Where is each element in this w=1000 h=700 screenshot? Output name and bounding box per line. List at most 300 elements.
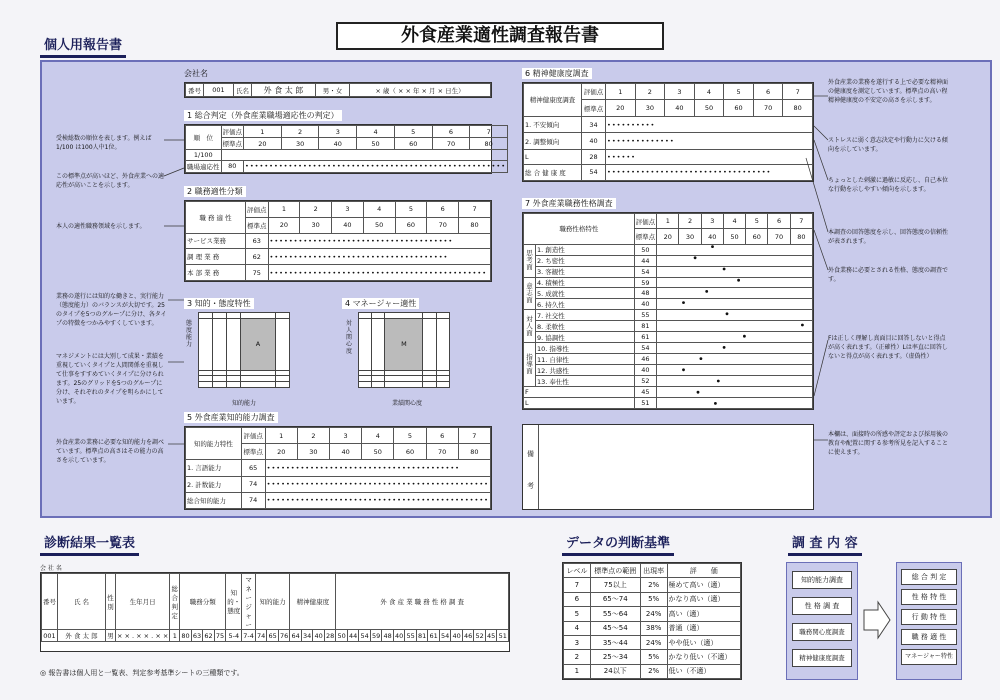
criteria-cell: 5% <box>640 592 667 606</box>
trait-value: 45 <box>634 387 657 398</box>
level-4: 4 <box>363 202 395 218</box>
score-40: 40 <box>665 100 695 116</box>
health-l-value: 28 <box>582 149 606 164</box>
score-60: 60 <box>394 138 432 150</box>
survey-out-manager: マネージャー特性 <box>901 649 957 665</box>
trait-label: 2. ち密性 <box>536 255 635 266</box>
total-health-label: 総 合 健 康 度 <box>524 164 582 180</box>
level-2: 2 <box>297 428 329 444</box>
trait-dot <box>737 279 740 282</box>
level-label: 評価点 <box>246 202 269 218</box>
level-4: 4 <box>357 126 395 138</box>
note-anxiety: ストレスに弱く意志決定や行動力に欠ける傾向を示しています。 <box>828 137 948 153</box>
summary-cell: 54 <box>360 631 369 640</box>
hq-value: 75 <box>246 265 269 281</box>
trait-dot <box>700 357 703 360</box>
level-6: 6 <box>753 84 783 100</box>
criteria-cell: 35〜44 <box>590 635 640 649</box>
summary-cell: 45 <box>487 631 496 640</box>
company-label: 会社名 <box>184 69 208 78</box>
summary-cell: 65 <box>268 631 277 640</box>
col-character: 外 食 産 業 職 務 性 格 調 査 <box>336 574 509 630</box>
trait-dot <box>723 268 726 271</box>
score-label: 標準点 <box>241 444 265 460</box>
trait-dot <box>711 245 714 248</box>
score-80: 80 <box>790 229 812 244</box>
col-total: 総合判定 <box>170 574 180 630</box>
score-40: 40 <box>330 444 362 460</box>
summary-cell: 63 <box>192 631 202 640</box>
note-health: 外食産業の業務を遂行する上で必要な精神面の健康度を測定しています。標準点の高い程精神健康度の不安定の高さを示します。 <box>828 79 949 104</box>
trait-dot <box>682 301 685 304</box>
level-2: 2 <box>679 214 701 229</box>
name-value: 外 食 太 郎 <box>252 84 316 97</box>
section-5-table <box>184 426 492 510</box>
section-5-title: 5 外食産業知的能力調査 <box>184 412 278 423</box>
note-intellect: 外食産業の業務に必要な知的能力を調べています。標準点の高さはその能力の高さを示しています。 <box>56 439 165 464</box>
adjust-label: 2. 調整傾向 <box>524 133 582 149</box>
section-6-table <box>522 82 814 182</box>
criteria-cell: 2% <box>640 578 667 592</box>
note-manager: マネジメントには大別して成果・業績を重視していくタイプと人間関係を重視して仕事をすすめていくタイプに分けられます。25のグリッドを5つのグループに分け、それぞれのタイプを明らかにしています。 <box>56 353 164 405</box>
note-adjust: ちょっとした刺激に過敏に反応し、自己本位な行動を示しやすい傾向を示します。 <box>828 177 949 193</box>
criteria-cell: かなり低い（不適） <box>667 650 741 664</box>
trait-dot <box>801 324 804 327</box>
cook-value: 62 <box>246 249 269 265</box>
character-plot <box>611 241 814 410</box>
criteria-cell: 25〜34 <box>590 650 640 664</box>
note-fl: Fは正しく理解し真面目に回答しないと得点が高く表れます。（正確性）Lは率直に回答しないと得点が高く表れます。（虚偽性） <box>828 335 948 360</box>
s3-xaxis: 知的能力 <box>232 400 257 407</box>
service-dots: •••••••••••••••••••••••••••••••••••••• <box>268 233 491 249</box>
note-intellect-attitude: 業務の遂行には知的な働きと、実行能力（態度能力）のバランスが大切です。25のタイプを5つのグループに分け、各タイプの特徴をつかみやすくしています。 <box>56 293 167 327</box>
score-70: 70 <box>426 444 458 460</box>
remarks-box <box>522 424 814 510</box>
score-label: 標準点 <box>246 217 269 233</box>
personal-report-heading: 個人用報告書 <box>40 34 126 58</box>
score-30: 30 <box>635 100 665 116</box>
section-7-title: 7 外食産業職務性格調査 <box>522 198 616 209</box>
verbal-dots: •••••••••••••••••••••••••••••••••••••••• <box>265 460 490 476</box>
summary-cell: 7-4 <box>243 631 254 640</box>
score-50: 50 <box>723 229 745 244</box>
score-80: 80 <box>783 100 813 116</box>
trait-value: 51 <box>634 398 657 409</box>
score-label: 標準点 <box>221 138 244 150</box>
level-5: 5 <box>394 126 432 138</box>
no-label: 番号 <box>186 84 204 97</box>
verbal-value: 65 <box>241 460 265 476</box>
adjust-dots: •••••••••••••• <box>606 133 813 149</box>
criteria-cell: 3 <box>564 635 591 649</box>
no-value: 001 <box>204 84 234 97</box>
summary-cell: 62 <box>204 631 213 640</box>
score-20: 20 <box>265 444 297 460</box>
criteria-cell: 4 <box>564 621 591 635</box>
group-label: 対人面 <box>524 310 536 343</box>
note-character: 外食業務に必要とされる性格、態度の調査です。 <box>828 267 949 283</box>
note-rank: 受検総数の順位を表します。例えば 1/100 は100人中1位。 <box>56 135 152 151</box>
criteria-cell: 24% <box>640 635 667 649</box>
trait-label: 6. 持久性 <box>536 299 635 310</box>
adapt-value: 80 <box>221 160 244 172</box>
health-l-dots: •••••• <box>606 149 813 164</box>
trait-label: 12. 共感性 <box>536 365 635 376</box>
adapt-label: 職場適応性 <box>186 160 222 172</box>
score-50: 50 <box>694 100 724 116</box>
score-50: 50 <box>363 217 395 233</box>
verbal-label: 1. 言語能力 <box>186 460 242 476</box>
survey-out-character: 性 格 特 性 <box>901 589 957 605</box>
total-intellect-label: 総合知的能力 <box>186 492 242 508</box>
col-intellect: 知的能力 <box>255 574 290 630</box>
trait-label: L <box>524 398 635 409</box>
summary-table <box>40 572 510 652</box>
section-3-title: 3 知的・態度特性 <box>184 298 254 309</box>
survey-out-behavior: 行 動 特 性 <box>901 609 957 625</box>
trait-value: 52 <box>634 376 657 387</box>
hq-dots: ••••••••••••••••••••••••••••••••••••••••••••• <box>268 265 491 281</box>
service-value: 63 <box>246 233 269 249</box>
trait-value: 44 <box>634 255 657 266</box>
total-health-dots: •••••••••••••••••••••••••••••••••• <box>606 164 813 180</box>
trait-label: 3. 客観性 <box>536 266 635 277</box>
group-label: 意志面 <box>524 277 536 310</box>
summary-cell: 59 <box>372 631 381 640</box>
summary-cell: 74 <box>257 631 266 640</box>
level-5: 5 <box>746 214 768 229</box>
summary-cell: 外 食 太 郎 <box>58 630 106 642</box>
col-job: 職務分類 <box>180 574 226 630</box>
summary-cell: 5-4 <box>226 630 242 642</box>
criteria-cell: 1 <box>564 664 591 678</box>
section-6-title: 6 精神健康度調査 <box>522 68 592 79</box>
summary-cell: 40 <box>314 631 323 640</box>
score-50: 50 <box>357 138 395 150</box>
level-7: 7 <box>458 428 490 444</box>
col-no: 番号 <box>42 574 58 630</box>
trait-label: 9. 協調性 <box>536 332 635 343</box>
score-30: 30 <box>300 217 332 233</box>
criteria-cell: 6 <box>564 592 591 606</box>
total-intellect-dots: •••••••••••••••••••••••••••••••••••••••••••••• <box>265 492 490 508</box>
level-2: 2 <box>281 126 319 138</box>
trait-value: 59 <box>634 277 657 288</box>
total-intellect-value: 74 <box>241 492 265 508</box>
group-label: 思考面 <box>524 244 536 277</box>
summary-cell: 76 <box>280 631 289 640</box>
score-30: 30 <box>281 138 319 150</box>
trait-dot <box>714 402 717 405</box>
s4-yaxis: 対人関心度 <box>346 320 353 355</box>
note-adapt: この標準点が高いほど、外食産業への適応性が高いことを示します。 <box>56 173 165 189</box>
score-20: 20 <box>268 217 300 233</box>
trait-label: 11. 自律性 <box>536 354 635 365</box>
criteria-cell: やや低い（適） <box>667 635 741 649</box>
summary-cell: 34 <box>303 631 312 640</box>
trait-value: 48 <box>634 288 657 299</box>
level-7: 7 <box>790 214 812 229</box>
criteria-cell: 75以上 <box>590 578 640 592</box>
level-1: 1 <box>268 202 300 218</box>
cook-label: 調 理 業 務 <box>186 249 246 265</box>
level-6: 6 <box>426 428 458 444</box>
level-3: 3 <box>665 84 695 100</box>
summary-heading: 診断結果一覧表 <box>40 532 139 556</box>
anxiety-value: 34 <box>582 116 606 132</box>
trait-dot <box>743 335 746 338</box>
col-birth: 生年月日 <box>116 574 170 630</box>
trait-label: 10. 指導性 <box>536 343 635 354</box>
col-manager: マネージャー <box>242 574 256 630</box>
score-70: 70 <box>432 138 470 150</box>
trait-dot <box>682 368 685 371</box>
survey-in-intellect: 知的能力調査 <box>792 571 852 589</box>
summary-cell: 001 <box>43 631 56 640</box>
score-70: 70 <box>753 100 783 116</box>
trait-dot <box>705 290 708 293</box>
arrow-right-icon <box>862 600 892 640</box>
col-health: 精神健康度 <box>290 574 336 630</box>
summary-cell: 81 <box>418 631 427 640</box>
level-5: 5 <box>394 428 426 444</box>
criteria-cell: 5% <box>640 650 667 664</box>
numeric-dots: •••••••••••••••••••••••••••••••••••••••••••••• <box>265 476 490 492</box>
section-2-table <box>184 200 492 282</box>
trait-value: 40 <box>634 299 657 310</box>
trait-label: 8. 柔軟性 <box>536 321 635 332</box>
survey-in-health: 精神健康度調査 <box>792 649 852 667</box>
rank-label: 順 位 <box>186 126 222 150</box>
level-3: 3 <box>330 428 362 444</box>
level-1: 1 <box>606 84 636 100</box>
summary-cell: 80 <box>181 631 190 640</box>
remarks-label-1: 備 <box>527 450 534 458</box>
trait-value: 46 <box>634 354 657 365</box>
summary-cell: 55 <box>406 631 415 640</box>
score-40: 40 <box>319 138 357 150</box>
numeric-label: 2. 計数能力 <box>186 476 242 492</box>
age-label: × 歳（ × × 年 × 月 × 日生） <box>350 84 491 97</box>
score-30: 30 <box>297 444 329 460</box>
summary-cell: × × . × × . × × <box>117 631 169 640</box>
score-20: 20 <box>657 229 679 244</box>
score-60: 60 <box>395 217 427 233</box>
character-header: 職務性格特性 <box>524 214 635 245</box>
section-2-title: 2 職務適性分類 <box>184 186 246 197</box>
section-4-title: 4 マネージャー適性 <box>342 298 419 309</box>
level-label: 評価点 <box>221 126 244 138</box>
page-title: 外食産業適性調査報告書 <box>336 22 664 50</box>
trait-dot <box>697 391 700 394</box>
level-7: 7 <box>783 84 813 100</box>
s4-mark: M <box>385 318 423 370</box>
cook-dots: ••••••••••••••••••••••••••••••••••••• <box>268 249 491 265</box>
level-5: 5 <box>395 202 427 218</box>
s4-xaxis: 業績関心度 <box>392 400 423 407</box>
trait-dot <box>726 312 729 315</box>
summary-cell: 46 <box>464 631 473 640</box>
summary-footnote: ◎ 報告書は個人用と一覧表、判定参考基準シートの三種類です。 <box>40 669 244 677</box>
summary-cell: 28 <box>326 631 335 640</box>
summary-cell: 44 <box>349 631 358 640</box>
section-7-table <box>522 212 814 410</box>
summary-cell: 61 <box>429 631 438 640</box>
criteria-cell: 2% <box>640 664 667 678</box>
level-label: 評価点 <box>582 84 606 100</box>
criteria-heading: データの判断基準 <box>562 532 674 556</box>
criteria-cell: 7 <box>564 578 591 592</box>
total-health-value: 54 <box>582 164 606 180</box>
level-3: 3 <box>332 202 364 218</box>
level-6: 6 <box>768 214 790 229</box>
criteria-cell: 55〜64 <box>590 607 640 621</box>
criteria-cell: かなり高い（適） <box>667 592 741 606</box>
survey-in-interest: 職務関心度調査 <box>792 623 852 641</box>
criteria-cell: 普通（適） <box>667 621 741 635</box>
score-20: 20 <box>606 100 636 116</box>
level-7: 7 <box>470 126 508 138</box>
level-label: 評価点 <box>634 214 657 229</box>
survey-out-total: 総 合 判 定 <box>901 569 957 585</box>
summary-cell: 52 <box>475 631 484 640</box>
score-70: 70 <box>427 217 459 233</box>
level-3: 3 <box>319 126 357 138</box>
trait-label: 1. 創造性 <box>536 244 635 255</box>
remarks-label-2: 考 <box>527 482 534 490</box>
level-6: 6 <box>432 126 470 138</box>
score-20: 20 <box>244 138 282 150</box>
sex-label: 男・女 <box>316 84 350 97</box>
trait-label: 13. 奉仕性 <box>536 376 635 387</box>
criteria-header: 標準点の範囲 <box>590 564 640 578</box>
level-4: 4 <box>694 84 724 100</box>
score-80: 80 <box>458 444 490 460</box>
trait-label: 5. 成就性 <box>536 288 635 299</box>
level-4: 4 <box>723 214 745 229</box>
criteria-cell: 高い（適） <box>667 607 741 621</box>
section-1-table <box>184 124 507 174</box>
survey-in-character: 性 格 調 査 <box>792 597 852 615</box>
level-1: 1 <box>265 428 297 444</box>
score-80: 80 <box>470 138 508 150</box>
level-1: 1 <box>657 214 679 229</box>
criteria-table <box>562 562 742 680</box>
score-50: 50 <box>362 444 394 460</box>
criteria-cell: 45〜54 <box>590 621 640 635</box>
s3-mark: A <box>241 318 276 370</box>
level-label: 評価点 <box>241 428 265 444</box>
health-l-label: L <box>524 149 582 164</box>
anxiety-dots: •••••••••• <box>606 116 813 132</box>
summary-cell: 64 <box>291 631 300 640</box>
summary-cell: 54 <box>441 631 450 640</box>
adjust-value: 40 <box>582 133 606 149</box>
summary-cell: 40 <box>452 631 461 640</box>
score-60: 60 <box>724 100 754 116</box>
col-sex: 性別 <box>106 574 116 630</box>
score-70: 70 <box>768 229 790 244</box>
score-label: 標準点 <box>582 100 606 116</box>
criteria-cell: 2 <box>564 650 591 664</box>
criteria-cell: 65〜74 <box>590 592 640 606</box>
group-label: 指導面 <box>524 343 536 387</box>
adapt-dots: •••••••••••••••••••••••••••••••••••••••••••••••••••••• <box>244 160 508 172</box>
health-header: 精神健康度調査 <box>524 84 582 117</box>
s3-grid <box>198 312 290 388</box>
score-60: 60 <box>746 229 768 244</box>
summary-cell: 1 <box>170 630 180 642</box>
service-label: サービス業務 <box>186 233 246 249</box>
score-60: 60 <box>394 444 426 460</box>
trait-dot <box>723 346 726 349</box>
name-label: 氏名 <box>234 84 252 97</box>
intellect-header: 知的能力特性 <box>186 428 242 460</box>
survey-out-job: 職 務 適 性 <box>901 629 957 645</box>
name-row <box>184 82 492 98</box>
level-2: 2 <box>300 202 332 218</box>
survey-outputs <box>896 562 962 680</box>
level-1: 1 <box>244 126 282 138</box>
score-40: 40 <box>701 229 723 244</box>
col-intellect-attitude: 知的・態度 <box>226 574 242 630</box>
trait-value: 50 <box>634 244 657 255</box>
summary-cell: 男 <box>106 630 116 642</box>
trait-value: 55 <box>634 310 657 321</box>
summary-cell: 48 <box>383 631 392 640</box>
col-name: 氏 名 <box>58 574 106 630</box>
job-header: 職 務 適 性 <box>186 202 246 234</box>
level-5: 5 <box>724 84 754 100</box>
criteria-cell: 24以下 <box>590 664 640 678</box>
trait-dot <box>717 380 720 383</box>
level-2: 2 <box>635 84 665 100</box>
score-80: 80 <box>459 217 491 233</box>
summary-cell: 50 <box>337 631 346 640</box>
note-remarks: 本欄は、面接時の所感や評定および採用後の教育や配置に関する参考所見を記入することに使えます。 <box>828 431 949 456</box>
hq-label: 本 部 業 務 <box>186 265 246 281</box>
trait-value: 40 <box>634 365 657 376</box>
summary-cell: 51 <box>498 631 507 640</box>
s3-yaxis: 態度能力 <box>186 320 193 348</box>
trait-label: F <box>524 387 635 398</box>
section-1-title: 1 総合判定（外食産業職場適応性の判定） <box>184 110 342 121</box>
criteria-cell: 極めて高い（適） <box>667 578 741 592</box>
criteria-header: 出現率 <box>640 564 667 578</box>
criteria-header: レベル <box>564 564 591 578</box>
criteria-cell: 38% <box>640 621 667 635</box>
trait-dot <box>694 256 697 259</box>
score-40: 40 <box>332 217 364 233</box>
summary-cell: 40 <box>395 631 404 640</box>
numeric-value: 74 <box>241 476 265 492</box>
note-l: 本調査の回答態度を示し、回答態度の信頼性が表されます。 <box>828 229 949 245</box>
trait-label: 7. 社交性 <box>536 310 635 321</box>
note-job: 本人の適性職務領域を示します。 <box>56 223 146 230</box>
score-30: 30 <box>679 229 701 244</box>
level-7: 7 <box>459 202 491 218</box>
summary-company: 会 社 名 <box>40 565 62 572</box>
trait-value: 81 <box>634 321 657 332</box>
criteria-header: 評 価 <box>667 564 741 578</box>
summary-cell: 75 <box>215 631 225 640</box>
level-4: 4 <box>362 428 394 444</box>
score-label: 標準点 <box>634 229 657 244</box>
trait-value: 54 <box>634 266 657 277</box>
trait-label: 4. 積極性 <box>536 277 635 288</box>
criteria-cell: 5 <box>564 607 591 621</box>
trait-value: 54 <box>634 343 657 354</box>
